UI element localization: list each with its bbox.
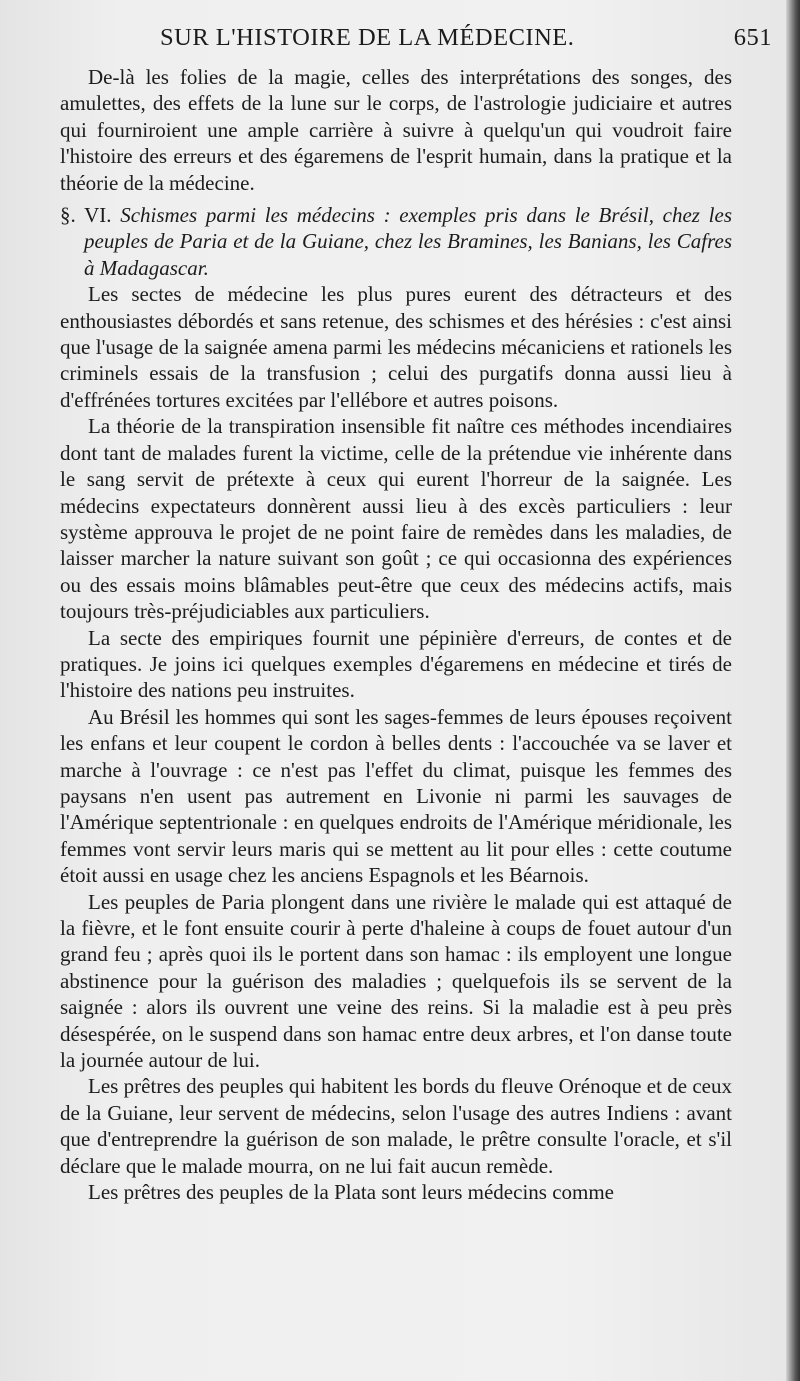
section-heading [60, 202, 732, 281]
paragraph-bresil: Au Brésil les hommes qui sont les sages-femmes de leurs épouses reçoivent les enfans et leur coupent le cordon à belles dents : l'accouchée va se laver et marche à l'ouvrage : ce n'est pas l'effet du climat, puisque les femmes des paysans n'en usent pas autrement en Livonie ni parmi les sauvages de l'Amérique septentrionale : en quelques endroits de l'Amérique méridionale, les femmes vont servir leurs maris qui se mettent au lit pour elles : cette coutume étoit aussi en usage chez les anciens Espagnols et les Béarnois. [60, 704, 732, 888]
paragraph-sects: Les sectes de médecine les plus pures eurent des détracteurs et des enthousiastes débordés et sans retenue, des schismes et des hérésies : c'est ainsi que l'usage de la saignée amena parmi les médecins mécaniciens et rationels les criminels essais de la transfusion ; celui des purgatifs donna aussi lieu à d'effrénées tortures excitées par l'ellébore et autres poisons. [60, 282, 732, 412]
page-header [160, 24, 772, 58]
page-edge-shadow [786, 0, 800, 1381]
paragraph-empiriques: La secte des empiriques fournit une pépinière d'erreurs, de contes et de pratiques. Je joins ici quelques exemples d'égaremens en médecine et tirés de l'histoire des nations peu instruites. [60, 625, 732, 703]
paragraph-transpiration: La théorie de la transpiration insensible fit naître ces méthodes incendiaires dont tant de malades furent la victime, celle de la prétendue vie inhérente dans le sang servit de prétexte à ceux qui eurent l'horreur de la saignée. Les médecins expectateurs donnèrent aussi lieu à des excès particuliers : leur système approuva le projet de ne point faire de remèdes dans les maladies, de laisser marcher la nature suivant son goût ; ce qui occasionna des expériences ou des essais moins blâmables peut-être que ceux des médecins actifs, mais toujours très-préjudiciables aux particuliers. [60, 414, 732, 624]
running-title: SUR L'HISTOIRE DE LA MÉDECINE. [160, 24, 575, 51]
section-number: §. VI. [60, 203, 112, 228]
section-title: Schismes parmi les médecins : exemples pris dans le Brésil, chez les peuples de Paria et de la Guiane, chez les Bramines, les Banians, les Cafres à Madagascar. [84, 203, 732, 280]
body-text [60, 64, 732, 1205]
paragraph-orenoque: Les prêtres des peuples qui habitent les bords du fleuve Orénoque et de ceux de la Guiane, leur servent de médecins, selon l'usage des autres Indiens : avant que d'entreprendre la guérison de son malade, le prêtre consulte l'oracle, et s'il déclare que le malade mourra, on ne lui fait aucun remède. [60, 1074, 732, 1178]
page-number: 651 [733, 24, 772, 51]
paragraph-paria: Les peuples de Paria plongent dans une rivière le malade qui est attaqué de la fièvre, et le font ensuite courir à perte d'haleine à coups de fouet autour d'un grand feu ; après quoi ils le portent dans son hamac : ils employent une longue abstinence pour la guérison des maladies ; quelquefois ils se servent de la saignée : alors ils ouvrent une veine des reins. Si la maladie est à peu près désespérée, on le suspend dans son hamac entre deux arbres, et l'on danse toute la journée autour de lui. [60, 889, 732, 1073]
paragraph-plata: Les prêtres des peuples de la Plata sont leurs médecins comme [88, 1180, 615, 1205]
paragraph-intro: De-là les folies de la magie, celles des interprétations des songes, des amulettes, des effets de la lune sur le corps, de l'astrologie judiciaire et autres qui fourniroient une ample carrière à suivre à quelqu'un qui voudroit faire l'histoire des erreurs et des égaremens de l'esprit humain, dans la pratique et la théorie de la médecine. [60, 65, 732, 195]
